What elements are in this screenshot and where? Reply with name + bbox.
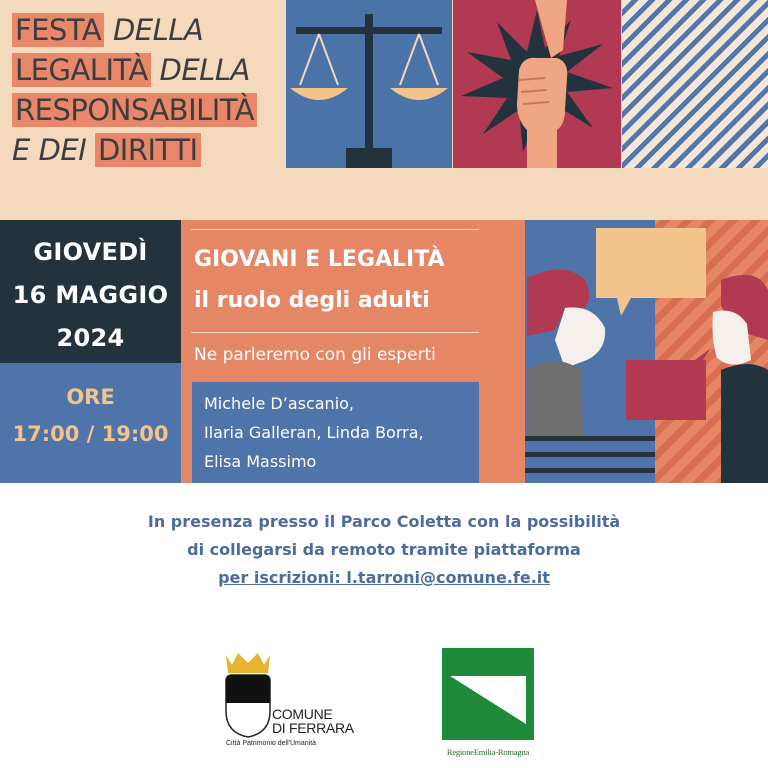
speaker-line: Michele D’ascanio, xyxy=(204,394,355,413)
footer-logos xyxy=(0,632,768,768)
event-weekday: GIOVEDÌ xyxy=(33,238,148,266)
title-word-diritti: DIRITTI xyxy=(95,133,201,167)
time-range: 17:00 / 19:00 xyxy=(12,422,169,446)
stripe-pattern xyxy=(622,0,768,168)
time-box xyxy=(0,363,181,483)
title-line-2 xyxy=(12,50,284,90)
event-headline: GIOVANI E LEGALITÀ xyxy=(194,247,445,272)
info-line-1: In presenza presso il Parco Coletta con la possibilità xyxy=(147,512,621,531)
speakers-box xyxy=(192,382,479,483)
title-word-legalita: LEGALITÀ xyxy=(12,53,151,87)
time-label: ORE xyxy=(66,385,115,409)
registration-link[interactable]: per iscrizioni: l.tarroni@comune.fe.it xyxy=(218,568,550,587)
fist-panel xyxy=(453,0,621,168)
header-section xyxy=(0,0,768,220)
speakers-intro: Ne parleremo con gli esperti xyxy=(194,345,436,365)
event-subheadline: il ruolo degli adulti xyxy=(194,288,430,313)
event-details xyxy=(0,220,768,483)
regione-name: RegioneEmilia-Romagna xyxy=(446,747,530,757)
title-word-festa: FESTA xyxy=(12,13,104,47)
event-title xyxy=(12,10,284,170)
title-word-responsabilita: RESPONSABILITÀ xyxy=(12,93,257,127)
ferrara-name-line-1: COMUNE xyxy=(272,706,333,722)
event-year: 2024 xyxy=(56,324,125,352)
divider xyxy=(191,332,479,333)
scales-panel xyxy=(286,0,452,168)
title-line-4 xyxy=(12,130,284,170)
speaker-line: Ilaria Galleran, Linda Borra, xyxy=(204,423,424,442)
ferrara-name-line-2: DI FERRARA xyxy=(272,720,354,736)
info-text xyxy=(0,508,768,592)
speaker-line: Elisa Massimo xyxy=(204,452,317,471)
title-word-della: DELLA xyxy=(159,53,250,87)
divider xyxy=(191,229,479,230)
info-line-2: di collegarsi da remoto tramite piattaforma xyxy=(187,540,581,559)
event-date: 16 MAGGIO xyxy=(12,281,169,309)
event-info-box xyxy=(181,220,525,483)
conversation-illustration xyxy=(525,220,768,483)
emilia-romagna-logo xyxy=(440,646,536,762)
title-word-e-dei: E DEI xyxy=(12,133,87,167)
ferrara-subtitle: Città Patrimonio dell'Umanità xyxy=(226,740,317,747)
raised-fist-icon xyxy=(453,0,621,168)
scales-of-justice-icon xyxy=(286,0,452,168)
title-word-della: DELLA xyxy=(112,13,204,47)
ferrara-crest-icon xyxy=(220,649,276,739)
title-line-1 xyxy=(12,10,284,50)
title-line-3 xyxy=(12,90,284,130)
comune-ferrara-logo xyxy=(220,649,360,764)
date-box xyxy=(0,220,181,363)
